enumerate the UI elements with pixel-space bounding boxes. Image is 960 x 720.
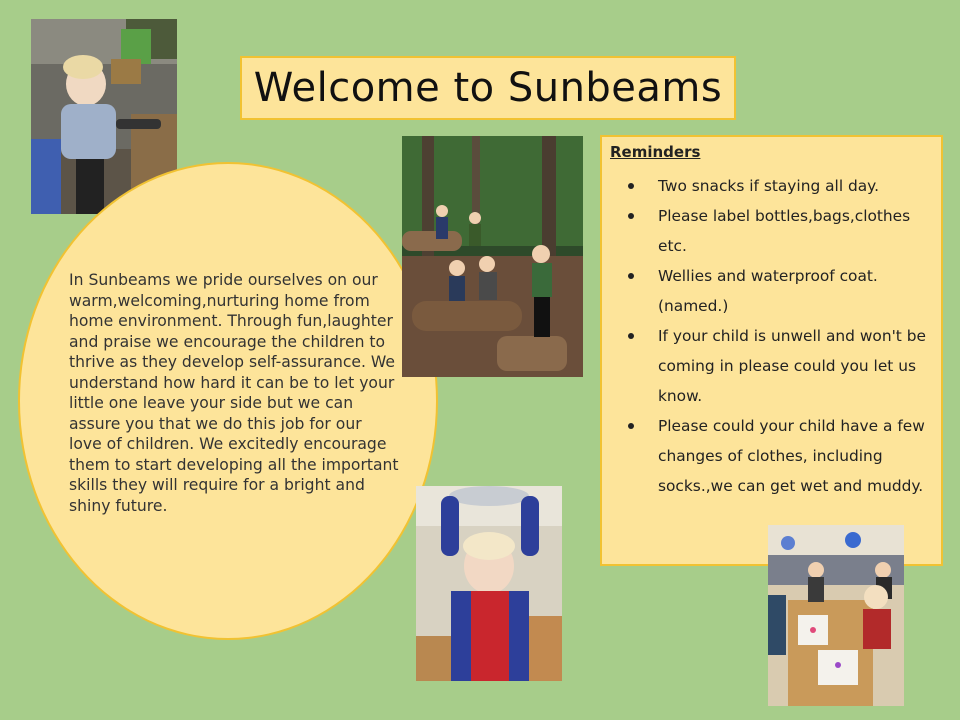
reminder-item: Wellies and waterproof coat. (named.) xyxy=(602,261,942,321)
reminder-item: Please could your child have a few changes of clothes, including socks.,we can get wet and muddy. xyxy=(602,411,942,501)
reminder-item: If your child is unwell and won't be coming in please could you let us know. xyxy=(602,321,942,411)
reminders-list xyxy=(602,171,942,501)
page-title: Welcome to Sunbeams xyxy=(253,65,723,111)
photo-children-woods xyxy=(402,136,583,377)
reminder-item: Two snacks if staying all day. xyxy=(602,171,942,201)
photo-children-crafts xyxy=(768,525,904,706)
title-box xyxy=(240,56,736,120)
reminders-panel xyxy=(600,135,943,566)
reminder-item: Please label bottles,bags,clothes etc. xyxy=(602,201,942,261)
photo-child-costume xyxy=(416,486,562,681)
reminders-heading: Reminders xyxy=(610,143,701,161)
intro-text: In Sunbeams we pride ourselves on our warm,welcoming,nurturing home from home environment. Through fun,laughter and praise we encourage the children to thrive as they develop self-assurance. We understand how hard it can be to let your little one leave your side but we can assure you that we do this job for our love of children. We excitedly encourage them to start developing all the important skills they will require for a bright and shiny future. xyxy=(69,271,399,515)
